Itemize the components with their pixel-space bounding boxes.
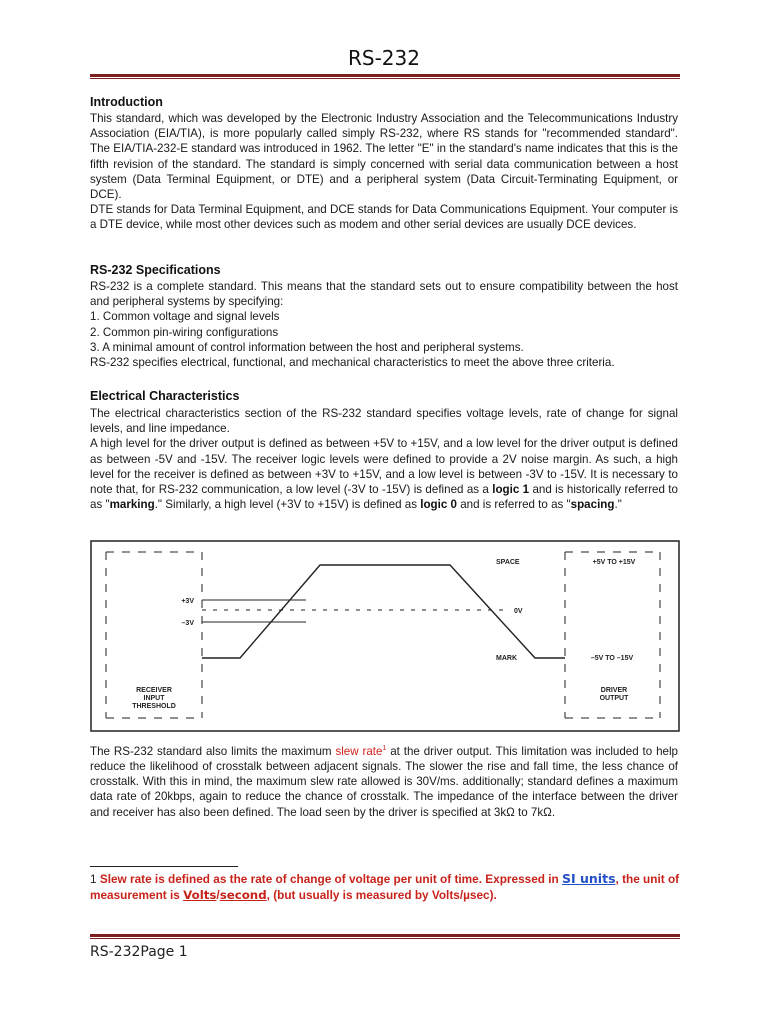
marking-term: marking [109, 498, 155, 512]
introduction-paragraph-1: This standard, which was developed by the Electronic Industry Association and the Telecommunications Industry Association (EIA/TIA), is more popularly called simply RS-232, where RS stands for "recommended standard". The EIA/TIA-232-E standard was introduced in 1962. The letter "E" in the standard's name indicates that this is the fifth revision of the standard. The standard is simply concerned with serial data communication between a host system (Data Terminal Equipment, or DTE) and a peripheral system (Data Circuit-Terminating Equipment, or DCE). [90, 112, 678, 202]
logic-0-term: logic 0 [420, 498, 457, 512]
footnote-number: 1 [90, 872, 97, 886]
electrical-paragraph-2: A high level for the driver output is defined as between +5V to +15V, and a low level for the driver output is defined as between -5V and -15V. The receiver logic levels were defined to provide a 2V noise margin. As such, a high level for the receiver is defined as between +3V to +15V, and a low level is between -3V to -15V. It is necessary to note that, for RS-232 communication, a low level (-3V to -15V) is defined as a logic 1 and is historically referred to as "marking." Similarly, a high level (+3V to +15V) is defined as logic 0 and is referred to as "spacing." [90, 437, 678, 512]
voltage-level-diagram [90, 540, 680, 732]
plus-3v-label: +3V [181, 598, 194, 605]
introduction-text [90, 111, 678, 233]
specifications-closing: RS-232 specifies electrical, functional, and mechanical characteristics to meet the above three criteria. [90, 356, 615, 370]
minus-5v-range-label: –5V TO –15V [590, 655, 634, 662]
volts-link[interactable]: Volts [183, 888, 217, 902]
slew-rate-paragraph: The RS-232 standard also limits the maximum slew rate$^1$ at the driver output. This limitation was included to help reduce the likelihood of crosstalk between adjacent signals. The slower the rise and fall time, the less chance of crosstalk. With this in mind, the maximum slew rate allowed is 30V/ms. additionally; standard defines a maximum data rate of 20kbps, again to reduce the chance of crosstalk. The impedance of the interface between the driver and receiver has also been defined. The load seen by the driver is specified at 3kΩ to 7kΩ. [90, 744, 678, 819]
receiver-label-line-2: INPUT [143, 695, 165, 702]
specifications-item-1: 1. Common voltage and signal levels [90, 310, 280, 324]
specifications-item-2: 2. Common pin-wiring configurations [90, 325, 279, 339]
second-link[interactable]: second [219, 888, 267, 902]
header-rule [90, 74, 680, 79]
slew-rate-term: slew rate [335, 744, 383, 758]
specifications-item-3: 3. A minimal amount of control information between the host and peripheral systems. [90, 340, 524, 354]
footnote: 1 Slew rate is defined as the rate of change of voltage per unit of time. Expressed in SI units, the unit of measurement is Volts/second, (but usually is measured by Volts/µsec). [90, 871, 680, 902]
electrical-text [90, 406, 678, 512]
minus-3v-label: –3V [181, 620, 194, 627]
spacing-term: spacing [570, 498, 615, 512]
driver-label-line-2: OUTPUT [599, 695, 629, 702]
receiver-label-line-1: RECEIVER [136, 687, 172, 694]
heading-electrical: Electrical Characteristics [90, 389, 240, 403]
si-units-link[interactable]: SI units [562, 871, 616, 886]
introduction-paragraph-2: DTE stands for Data Terminal Equipment, and DCE stands for Data Communications Equipment. Your computer is a DTE device, while most other devices such as modem and other serial devices are usually DCE devices. [90, 203, 678, 232]
heading-introduction: Introduction [90, 95, 163, 109]
logic-1-term: logic 1 [492, 483, 530, 497]
specifications-intro: RS-232 is a complete standard. This means that the standard sets out to ensure compatibility between the host and peripheral systems by specifying: [90, 280, 678, 309]
receiver-label-line-3: THRESHOLD [132, 703, 176, 710]
mark-label: MARK [496, 655, 517, 662]
space-label: SPACE [496, 559, 520, 566]
specifications-text [90, 279, 678, 370]
page-title: RS-232 [348, 46, 420, 70]
heading-specifications: RS-232 Specifications [90, 263, 221, 277]
plus-5v-range-label: +5V TO +15V [592, 559, 636, 566]
electrical-paragraph-1: The electrical characteristics section of the RS-232 standard specifies voltage levels, rate of change for signal levels, and line impedance. [90, 407, 678, 436]
slew-rate-text [90, 741, 678, 820]
driver-label-line-1: DRIVER [600, 687, 628, 694]
zero-volt-label: 0V [514, 608, 523, 615]
footnote-separator [90, 866, 238, 867]
footer-rule [90, 934, 680, 939]
page-footer: RS-232Page 1 [90, 944, 188, 960]
footnote-reference[interactable]: 1 [382, 745, 387, 752]
